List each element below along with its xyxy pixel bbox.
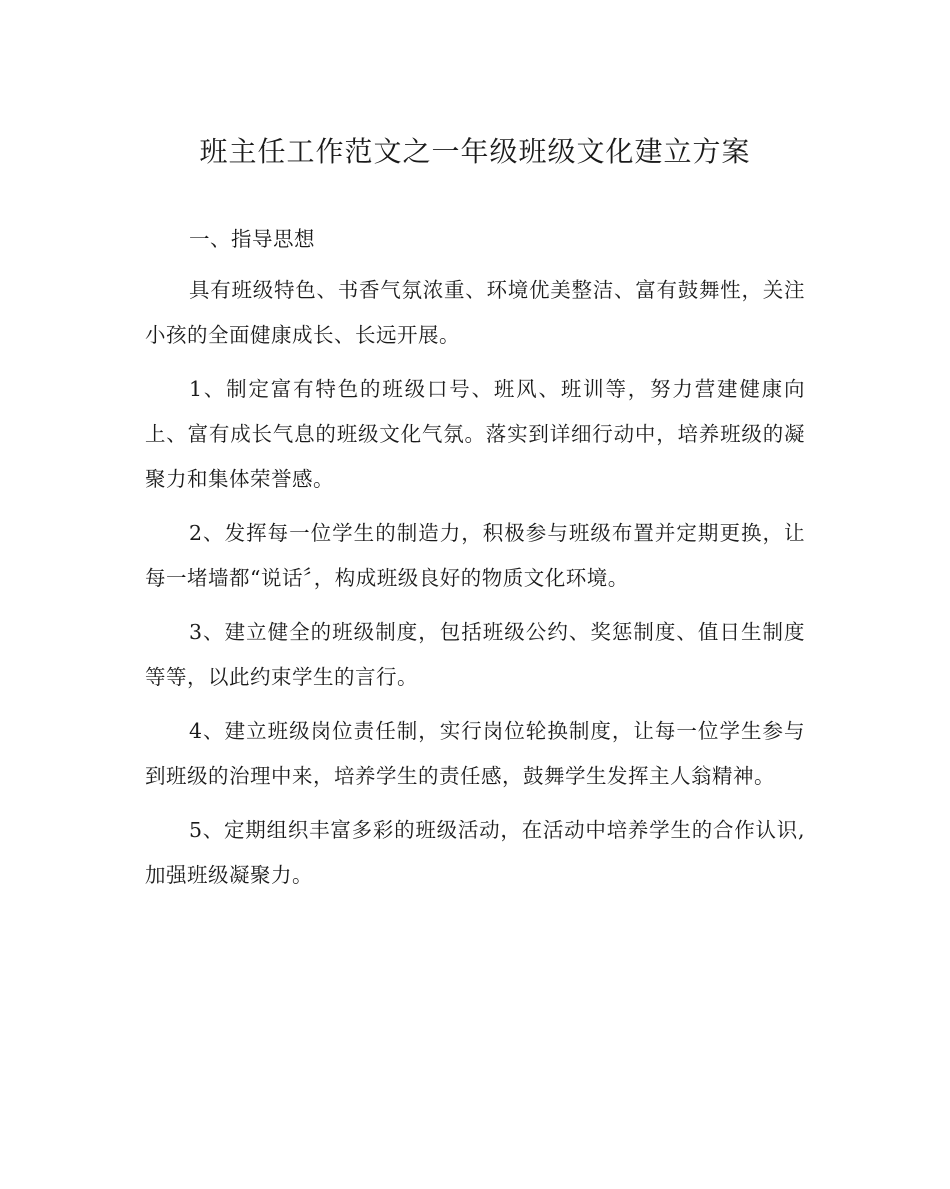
paragraph: 4、建立班级岗位责任制，实行岗位轮换制度，让每一位学生参与到班级的治理中来，培养学生的责任感，鼓舞学生发挥主人翁精神。 [145, 719, 805, 788]
document-title: 班主任工作范文之一年级班级文化建立方案 [199, 135, 751, 168]
paragraph: 1、制定富有特色的班级口号、班风、班训等，努力营建健康向上、富有成长气息的班级文化气氛。落实到详细行动中，培养班级的凝聚力和集体荣誉感。 [145, 377, 805, 491]
paragraph: 2、发挥每一位学生的制造力，积极参与班级布置并定期更换，让每一堵墙都“说话〞，构成班级良好的物质文化环境。 [145, 521, 805, 590]
paragraph: 5、定期组织丰富多彩的班级活动，在活动中培养学生的合作认识,加强班级凝聚力。 [145, 818, 805, 887]
paragraph: 具有班级特色、书香气氛浓重、环境优美整洁、富有鼓舞性，关注小孩的全面健康成长、长远开展。 [145, 278, 805, 347]
document-body [145, 217, 805, 898]
paragraph: 3、建立健全的班级制度，包括班级公约、奖惩制度、值日生制度等等，以此约束学生的言行。 [145, 620, 805, 689]
section-heading: 一、指导思想 [189, 227, 315, 251]
